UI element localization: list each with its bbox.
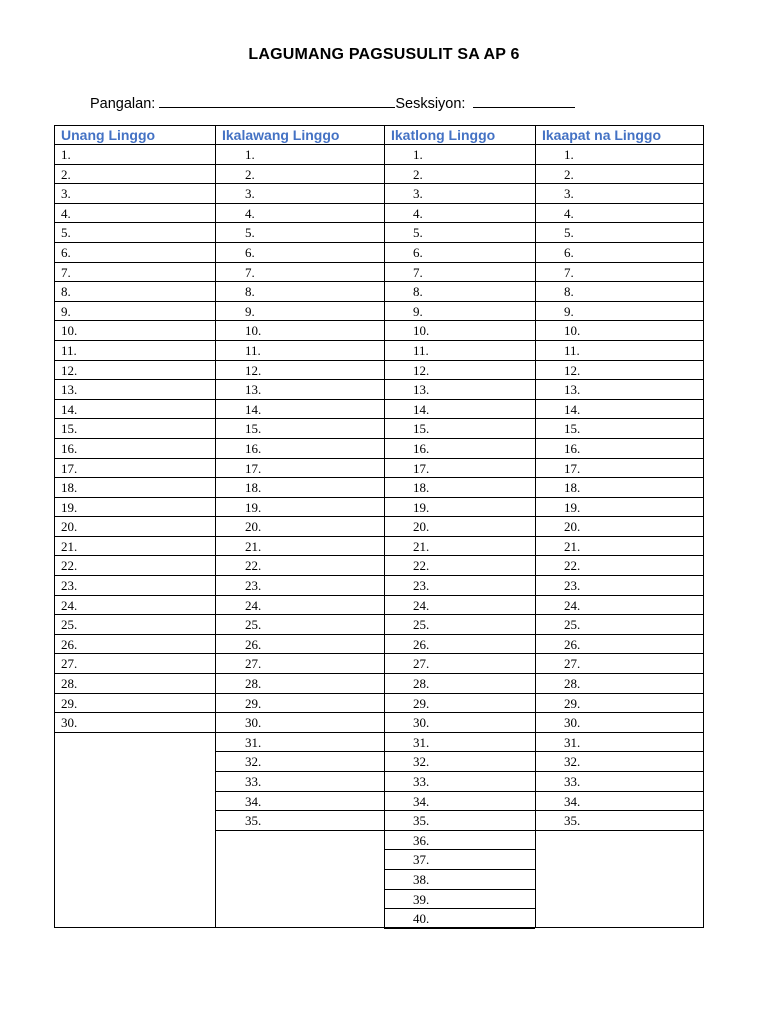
column-divider (384, 125, 385, 928)
answer-row[interactable]: 15. (215, 419, 384, 439)
answer-row[interactable]: 34. (535, 792, 704, 812)
answer-row[interactable]: 5. (54, 223, 215, 243)
answer-row[interactable]: 15. (384, 419, 535, 439)
answer-row[interactable]: 14. (535, 400, 704, 420)
answer-row[interactable]: 40. (384, 909, 535, 929)
answer-row[interactable]: 11. (384, 341, 535, 361)
answer-row[interactable]: 31. (215, 733, 384, 753)
answer-row[interactable]: 30. (535, 713, 704, 733)
answer-row[interactable]: 31. (535, 733, 704, 753)
answer-row[interactable]: 12. (384, 361, 535, 381)
answer-row[interactable]: 39. (384, 890, 535, 910)
answer-row[interactable]: 12. (215, 361, 384, 381)
answer-row[interactable]: 9. (215, 302, 384, 322)
answer-row[interactable]: 23. (535, 576, 704, 596)
answer-row[interactable]: 34. (215, 792, 384, 812)
week-2-column (215, 125, 384, 831)
answer-row[interactable]: 25. (54, 615, 215, 635)
answer-row[interactable]: 14. (215, 400, 384, 420)
answer-row[interactable]: 5. (384, 223, 535, 243)
week-1-header: Unang Linggo (54, 125, 215, 145)
answer-row[interactable]: 7. (54, 263, 215, 283)
answer-row[interactable]: 11. (215, 341, 384, 361)
answer-row[interactable]: 29. (535, 694, 704, 714)
answer-row[interactable]: 21. (54, 537, 215, 557)
answer-row[interactable]: 18. (215, 478, 384, 498)
answer-row[interactable]: 38. (384, 870, 535, 890)
answer-row[interactable]: 11. (535, 341, 704, 361)
answer-row[interactable]: 3. (384, 184, 535, 204)
answer-row[interactable]: 3. (535, 184, 704, 204)
answer-row[interactable]: 18. (54, 478, 215, 498)
answer-row[interactable]: 27. (215, 654, 384, 674)
answer-row[interactable]: 24. (384, 596, 535, 616)
answer-row[interactable]: 28. (54, 674, 215, 694)
name-blank-line[interactable] (159, 95, 395, 108)
answer-row[interactable]: 6. (215, 243, 384, 263)
answer-row[interactable]: 10. (384, 321, 535, 341)
answer-row[interactable]: 36. (384, 831, 535, 851)
answer-row[interactable]: 17. (535, 459, 704, 479)
answer-row[interactable]: 25. (384, 615, 535, 635)
answer-row[interactable]: 13. (215, 380, 384, 400)
answer-row[interactable]: 30. (54, 713, 215, 733)
answer-row[interactable]: 32. (535, 752, 704, 772)
answer-row[interactable]: 8. (384, 282, 535, 302)
answer-row[interactable]: 4. (384, 204, 535, 224)
answer-row[interactable]: 24. (215, 596, 384, 616)
answer-row[interactable]: 13. (535, 380, 704, 400)
answer-row[interactable]: 18. (535, 478, 704, 498)
answer-row[interactable]: 27. (54, 654, 215, 674)
answer-row[interactable]: 5. (535, 223, 704, 243)
answer-row[interactable]: 31. (384, 733, 535, 753)
answer-row[interactable]: 23. (384, 576, 535, 596)
answer-row[interactable]: 19. (54, 498, 215, 518)
answer-row[interactable]: 7. (384, 263, 535, 283)
answer-row[interactable]: 33. (384, 772, 535, 792)
answer-row[interactable]: 21. (535, 537, 704, 557)
answer-row[interactable]: 35. (215, 811, 384, 831)
answer-row[interactable]: 20. (535, 517, 704, 537)
answer-row[interactable]: 23. (215, 576, 384, 596)
answer-row[interactable]: 20. (215, 517, 384, 537)
answer-row[interactable]: 25. (215, 615, 384, 635)
answer-row[interactable]: 15. (54, 419, 215, 439)
answer-row[interactable]: 35. (384, 811, 535, 831)
answer-row[interactable]: 20. (54, 517, 215, 537)
answer-row[interactable]: 4. (54, 204, 215, 224)
answer-row[interactable]: 17. (54, 459, 215, 479)
answer-row[interactable]: 14. (54, 400, 215, 420)
answer-row[interactable]: 13. (384, 380, 535, 400)
answer-row[interactable]: 1. (54, 145, 215, 165)
answer-row[interactable]: 2. (535, 165, 704, 185)
name-label: Pangalan: (90, 96, 160, 112)
answer-row[interactable]: 16. (215, 439, 384, 459)
student-info-line (90, 95, 575, 112)
answer-row[interactable]: 23. (54, 576, 215, 596)
answer-row[interactable]: 24. (54, 596, 215, 616)
answer-row[interactable]: 29. (384, 694, 535, 714)
answer-row[interactable]: 32. (215, 752, 384, 772)
column-divider (215, 125, 216, 928)
answer-row[interactable]: 17. (215, 459, 384, 479)
column-divider (535, 125, 536, 928)
answer-row[interactable]: 20. (384, 517, 535, 537)
answer-row[interactable]: 33. (535, 772, 704, 792)
answer-row[interactable]: 35. (535, 811, 704, 831)
answer-row[interactable]: 6. (535, 243, 704, 263)
answer-row[interactable]: 1. (384, 145, 535, 165)
answer-row[interactable]: 2. (54, 165, 215, 185)
answer-row[interactable]: 3. (215, 184, 384, 204)
answer-row[interactable]: 22. (535, 556, 704, 576)
week-3-header: Ikatlong Linggo (384, 125, 535, 145)
page-title: LAGUMANG PAGSUSULIT SA AP 6 (248, 46, 520, 63)
answer-row[interactable]: 13. (54, 380, 215, 400)
answer-row[interactable]: 17. (384, 459, 535, 479)
answer-row[interactable]: 4. (215, 204, 384, 224)
answer-row[interactable]: 2. (215, 165, 384, 185)
answer-row[interactable]: 8. (215, 282, 384, 302)
answer-row[interactable]: 30. (215, 713, 384, 733)
answer-row[interactable]: 10. (54, 321, 215, 341)
answer-row[interactable]: 19. (384, 498, 535, 518)
answer-row[interactable]: 28. (215, 674, 384, 694)
week-2-header: Ikalawang Linggo (215, 125, 384, 145)
answer-row[interactable]: 29. (54, 694, 215, 714)
answer-row[interactable]: 34. (384, 792, 535, 812)
answer-row[interactable]: 26. (54, 635, 215, 655)
section-blank-line[interactable] (473, 95, 575, 108)
answer-row[interactable]: 21. (215, 537, 384, 557)
answer-row[interactable]: 26. (384, 635, 535, 655)
answer-row[interactable]: 15. (535, 419, 704, 439)
answer-row[interactable]: 28. (384, 674, 535, 694)
answer-row[interactable]: 29. (215, 694, 384, 714)
answer-row[interactable]: 6. (54, 243, 215, 263)
answer-row[interactable]: 32. (384, 752, 535, 772)
answer-row[interactable]: 1. (535, 145, 704, 165)
answer-row[interactable]: 22. (54, 556, 215, 576)
answer-row[interactable]: 22. (215, 556, 384, 576)
answer-row[interactable]: 21. (384, 537, 535, 557)
answer-row[interactable]: 1. (215, 145, 384, 165)
answer-row[interactable]: 10. (215, 321, 384, 341)
answer-row[interactable]: 2. (384, 165, 535, 185)
answer-row[interactable]: 27. (384, 654, 535, 674)
answer-row[interactable]: 30. (384, 713, 535, 733)
answer-row[interactable]: 11. (54, 341, 215, 361)
answer-row[interactable]: 16. (535, 439, 704, 459)
answer-row[interactable]: 26. (535, 635, 704, 655)
answer-row[interactable]: 7. (215, 263, 384, 283)
answer-row[interactable]: 33. (215, 772, 384, 792)
answer-row[interactable]: 28. (535, 674, 704, 694)
week-4-column (535, 125, 704, 831)
answer-row[interactable]: 27. (535, 654, 704, 674)
answer-row[interactable]: 18. (384, 478, 535, 498)
answer-row[interactable]: 10. (535, 321, 704, 341)
answer-row[interactable]: 14. (384, 400, 535, 420)
week-3-column (384, 125, 535, 929)
answer-row[interactable]: 6. (384, 243, 535, 263)
answer-row[interactable]: 5. (215, 223, 384, 243)
answer-row[interactable]: 22. (384, 556, 535, 576)
answer-row[interactable]: 12. (535, 361, 704, 381)
answer-row[interactable]: 19. (215, 498, 384, 518)
answer-row[interactable]: 7. (535, 263, 704, 283)
answer-row[interactable]: 19. (535, 498, 704, 518)
answer-row[interactable]: 9. (535, 302, 704, 322)
answer-row[interactable]: 24. (535, 596, 704, 616)
answer-row[interactable]: 4. (535, 204, 704, 224)
answer-row[interactable]: 37. (384, 850, 535, 870)
answer-row[interactable]: 12. (54, 361, 215, 381)
week-1-column (54, 125, 215, 733)
answer-row[interactable]: 25. (535, 615, 704, 635)
answer-row[interactable]: 9. (384, 302, 535, 322)
answer-row[interactable]: 8. (54, 282, 215, 302)
answer-row[interactable]: 9. (54, 302, 215, 322)
answer-row[interactable]: 16. (54, 439, 215, 459)
section-label: Sesksiyon: (395, 96, 470, 112)
answer-row[interactable]: 16. (384, 439, 535, 459)
answer-row[interactable]: 3. (54, 184, 215, 204)
answer-row[interactable]: 8. (535, 282, 704, 302)
week-4-header: Ikaapat na Linggo (535, 125, 704, 145)
answer-row[interactable]: 26. (215, 635, 384, 655)
